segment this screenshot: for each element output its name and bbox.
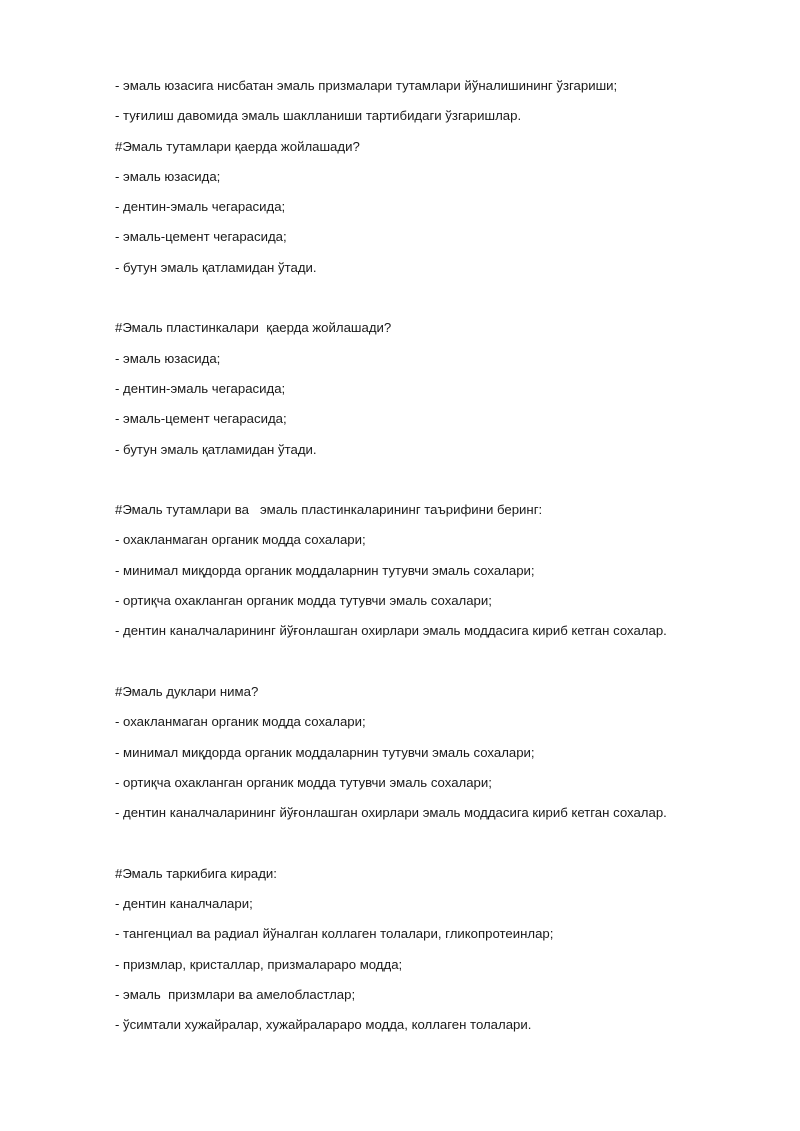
answer-option: - эмаль призмлари ва амелобластлар; <box>115 986 356 1002</box>
question-text: #Эмаль тутамлари ва эмаль пластинкаларининг таърифини беринг: <box>115 502 543 518</box>
document-content <box>115 74 755 1044</box>
blank-line <box>115 468 755 498</box>
answer-option: - дентин каналчаларининг йўғонлашган охирлари эмаль моддасига кириб кетган сохалар. <box>115 623 667 639</box>
blank-line <box>115 650 755 680</box>
answer-option: - дентин-эмаль чегарасида; <box>115 199 286 215</box>
question-block <box>115 316 755 467</box>
answer-option: - эмаль юзасига нисбатан эмаль призмалари тутамлари йўналишининг ўзгариши; <box>115 78 618 93</box>
answer-option: - эмаль-цемент чегарасида; <box>115 229 287 245</box>
answer-option: - охакланмаган органик модда сохалари; <box>115 714 366 730</box>
question-block <box>115 74 755 135</box>
answer-option: - тангенциал ва радиал йўналган коллаген толалари, гликопротеинлар; <box>115 926 554 942</box>
blank-line <box>115 831 755 861</box>
question-block <box>115 680 755 831</box>
answer-option: - минимал миқдорда органик моддаларнин тутувчи эмаль сохалари; <box>115 562 535 578</box>
answer-option: - эмаль юзасида; <box>115 168 221 184</box>
answer-option: - дентин каналчалари; <box>115 896 253 912</box>
answer-option: - минимал миқдорда органик моддаларнин тутувчи эмаль сохалари; <box>115 744 535 760</box>
answer-option: - ортиқча охакланган органик модда тутувчи эмаль сохалари; <box>115 593 492 609</box>
answer-option: - дентин каналчаларининг йўғонлашган охирлари эмаль моддасига кириб кетган сохалар. <box>115 805 667 821</box>
question-text: #Эмаль таркибига киради: <box>115 865 277 881</box>
blank-line <box>115 286 755 316</box>
question-block <box>115 498 755 649</box>
answer-option: - бутун эмаль қатламидан ўтади. <box>115 259 317 275</box>
question-text: #Эмаль дуклари нима? <box>115 683 259 699</box>
answer-option: - эмаль юзасида; <box>115 350 221 366</box>
answer-option: - охакланмаган органик модда сохалари; <box>115 532 366 548</box>
answer-option: - эмаль-цемент чегарасида; <box>115 411 287 427</box>
question-text: #Эмаль тутамлари қаерда жойлашади? <box>115 138 360 154</box>
question-text: #Эмаль пластинкалари қаерда жойлашади? <box>115 320 392 336</box>
answer-option: - туғилиш давомида эмаль шаклланиши тартибидаги ўзгаришлар. <box>115 108 522 124</box>
question-block <box>115 135 755 286</box>
answer-option: - ўсимтали хужайралар, хужайралараро модда, коллаген толалари. <box>115 1017 532 1033</box>
answer-option: - ортиқча охакланган органик модда тутувчи эмаль сохалари; <box>115 774 492 790</box>
question-block <box>115 862 755 1044</box>
answer-option: - дентин-эмаль чегарасида; <box>115 380 286 396</box>
answer-option: - призмлар, кристаллар, призмалараро модда; <box>115 956 403 972</box>
answer-option: - бутун эмаль қатламидан ўтади. <box>115 441 317 457</box>
